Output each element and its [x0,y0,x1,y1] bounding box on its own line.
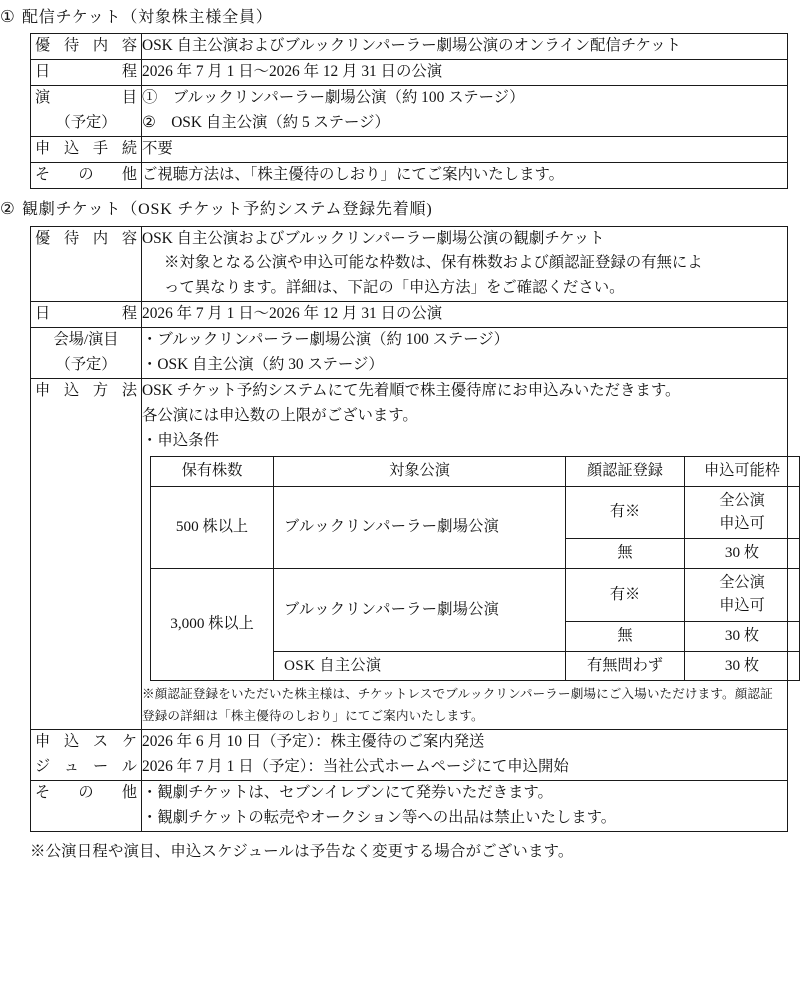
table-row [31,137,788,163]
row-label-program: 演目 （予定） [31,86,142,137]
row-label-other: その他 [31,781,142,832]
column-header-performance: 対象公演 [274,457,566,487]
table-row [31,34,788,60]
page-footnote: ※公演日程や演目、申込スケジュールは予告なく変更する場合がございます。 [30,843,574,861]
table-row [31,302,788,328]
cell-face-auth-yes-500: 有※ [566,486,685,539]
row-label-application-procedure: 申込手続 [31,137,142,163]
column-header-shares: 保有株数 [151,457,274,487]
row-value-schedule: 2026 年 7 月 1 日〜2026 年 12 月 31 日の公演 [142,302,788,328]
column-header-face-auth: 顔認証登録 [566,457,685,487]
row-value-application-schedule: 2026 年 6 月 10 日（予定）：株主優待のご案内発送 2026 年 7 月 1 日（予定）：当社公式ホームページにて申込開始 [142,730,788,781]
section-2-heading [0,200,805,219]
row-value-schedule: 2026 年 7 月 1 日〜2026 年 12 月 31 日の公演 [142,60,788,86]
cell-quota-30-500: 30 枚 [685,539,800,569]
cell-performance-osk-3000: OSK 自主公演 [274,651,566,681]
section-2-number: ② [0,199,16,219]
cell-performance-brooklyn-500: ブルックリンパーラー劇場公演 [274,486,566,568]
table-row [151,486,800,539]
cell-face-auth-no-3000: 無 [566,621,685,651]
cell-shares-500: 500 株以上 [151,486,274,568]
row-value-application-procedure: 不要 [142,137,788,163]
table-row [31,163,788,189]
cell-face-auth-any-3000: 有無問わず [566,651,685,681]
cell-quota-all-3000: 全公演 申込可 [685,569,800,622]
cell-quota-all-500: 全公演 申込可 [685,486,800,539]
section-2-title: 観劇チケット（OSK チケット予約システム登録先着順) [22,201,433,219]
cell-face-auth-yes-3000: 有※ [566,569,685,622]
cell-face-auth-no-500: 無 [566,539,685,569]
cell-shares-3000: 3,000 株以上 [151,569,274,681]
table-row [31,781,788,832]
table-row [31,86,788,137]
row-value-other: ご視聴方法は、「株主優待のしおり」にてご案内いたします。 [142,163,788,189]
row-label-venue-program: 会場/演目 （予定） [31,328,142,379]
table-row [31,60,788,86]
row-label-schedule: 日程 [31,60,142,86]
row-value-program: ① ブルックリンパーラー劇場公演（約 100 ステージ） ② OSK 自主公演（約 5 ステージ） [142,86,788,137]
table-row [31,328,788,379]
table-row [31,379,788,730]
benefit-table-streaming [30,33,788,189]
row-label-benefit-content: 優待内容 [31,226,142,302]
row-label-benefit-content: 優待内容 [31,34,142,60]
cell-quota-30-3000: 30 枚 [685,621,800,651]
benefit-table-theater [30,226,788,833]
row-label-schedule: 日程 [31,302,142,328]
face-auth-note: ※顔認証登録をいただいた株主様は、チケットレスでブルックリンパーラー劇場にご入場いただけます。顔認証登録の詳細は「株主優待のしおり」にてご案内いたします。 [142,687,773,723]
row-value-venue-program: ・ブルックリンパーラー劇場公演（約 100 ステージ） ・OSK 自主公演（約 30 ステージ） [142,328,788,379]
application-conditions-table [150,456,800,681]
table-row [151,569,800,622]
section-1-number: ① [0,7,16,26]
row-value-other: ・観劇チケットは、セブンイレブンにて発券いただきます。 ・観劇チケットの転売やオークション等への出品は禁止いたします。 [142,781,788,832]
cell-performance-brooklyn-3000: ブルックリンパーラー劇場公演 [274,569,566,651]
row-value-benefit-content: OSK 自主公演およびブルックリンパーラー劇場公演の観劇チケット ※対象となる公演や申込可能な枠数は、保有株数および顔認証登録の有無によ って異なります。詳細は、下記の「申込方法」をご確認ください。 [142,226,788,302]
table-row [31,730,788,781]
column-header-quota: 申込可能枠 [685,457,800,487]
section-1-heading [0,8,805,27]
row-label-application-schedule: 申込スケ ジュール [31,730,142,781]
row-label-other: その他 [31,163,142,189]
table-row [31,226,788,302]
section-1-title: 配信チケット（対象株主様全員） [22,9,273,26]
row-value-application-method: OSK チケット予約システムにて先着順で株主優待席にお申込みいただきます。 各公演には申込数の上限がございます。 ・申込条件 保有株数 対象公演 顔認証登録 申込可能枠 500 株以上 ブルックリンパーラー劇場公演 有※ 全公演 申込可 無 30 枚 3,000 株以上 ブルックリンパーラー劇場公演 有※ 全公演 申込可 無 30 枚 OSK 自主公演 有無問わず 30 枚 ※顔認証登録をいただいた株主様は、チケットレスでブルックリンパーラー劇場にご入場いただけます。顔認証登録の詳細は「株主優待のしおり」にてご案内いたします。 [142,379,788,730]
row-label-application-method: 申込方法 [31,379,142,730]
cell-quota-30-osk-3000: 30 枚 [685,651,800,681]
table-header-row [151,457,800,487]
row-value-benefit-content: OSK 自主公演およびブルックリンパーラー劇場公演のオンライン配信チケット [142,34,788,60]
application-conditions-wrapper [142,454,787,681]
